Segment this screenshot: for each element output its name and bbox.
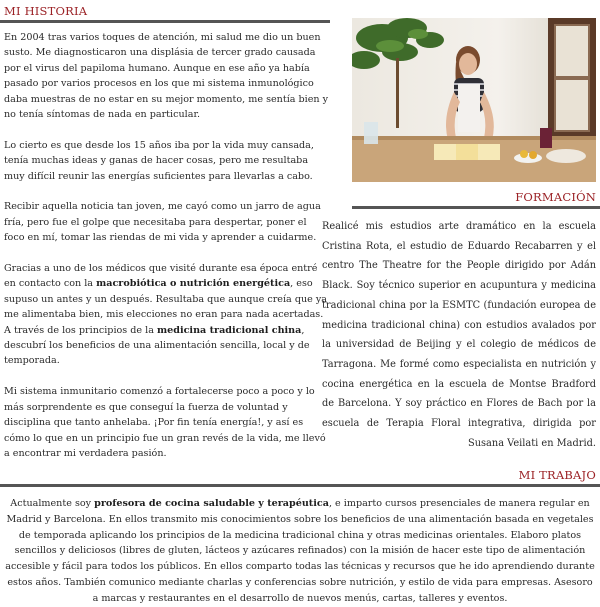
historia-rule	[0, 20, 330, 23]
historia-paragraph-5: Mi sistema inmunitario comenzó a fortalecerse poco a poco y lo más sorprendente es que conseguí la fuerza de voluntad y disciplina que tanto anhelaba. ¡Por fin tenía energía!, y así es cómo lo que en un principio fue un gran revés de la vida, me llevó a encontrar mi verdadera pasión.	[4, 386, 326, 459]
medicina-china-highlight: medicina tradicional china	[156, 324, 302, 336]
historia-body	[4, 30, 330, 477]
trabajo-rule	[0, 484, 600, 487]
historia-p4-text-a: Gracias a uno de los médicos que visité durante esa época entré en contacto con la	[4, 263, 318, 290]
historia-p4-text-c: , eso supuso un antes y un después. Resultaba que aunque creía que ya me alimentaba bien, mis elecciones no eran para nada acertadas. A través de los principios de la	[4, 278, 328, 336]
historia-paragraph-2: Lo cierto es que desde los 15 años iba por la vida muy cansada, tenía muchas ideas y ganas de hacer cosas, pero me resultaba muy difícil reunir las energías suficientes para llevarlas a cabo.	[4, 139, 314, 182]
historia-paragraph-3: Recibir aquella noticia tan joven, me cayó como un jarro de agua fría, pero fue el golpe que necesitaba para despertar, poner el foco en mí, tomar las riendas de mi vida y aprender a cuidarme.	[4, 201, 321, 244]
formacion-rule	[352, 206, 600, 209]
historia-p4-text-d: , descubrí los beneficios de una alimentación sencilla, local y de temporada.	[4, 324, 310, 367]
kitchen-photo	[352, 18, 596, 182]
kitchen-photo-illustration	[352, 18, 596, 182]
historia-heading: MI HISTORIA	[4, 4, 88, 18]
trabajo-text-c: , e imparto cursos presenciales de manera regular en Madrid y Barcelona. En ellos transmito mis conocimientos sobre los beneficios de una alimentación basada en vegetales de temporada aplicando los principios de la medicina tradicional china y otras medicinas orientales. Elaboro platos sencillos y deliciosos (libres de gluten, lácteos y azúcares refinados) con la misión de hacer este tipo de alimentación accesible y fácil para todos los públicos. En ellos comparto todas las técnicas y recursos que he ido aprendiendo durante estos años. También comunico mediante charlas y conferencias sobre nutrición, y estilo de vida para empresas. Asesoro a marcas y restaurantes en el desarrollo de nuevos menús, cartas, talleres y eventos.	[5, 498, 595, 604]
historia-paragraph-1: En 2004 tras varios toques de atención, mi salud me dio un buen susto. Me diagnosticaron una displásia de tercer grado causada por el virus del papiloma humano. Aunque en ese año ya había pasado por varios procesos en los que mi sistema inmunológico daba muestras de no estar en su mejor momento, me sentía bien y no tenía síntomas de nada en particular.	[4, 32, 329, 121]
historia-paragraph-4	[4, 261, 330, 369]
macrobiotica-highlight: macrobiótica o nutrición energética	[96, 278, 291, 290]
profesora-highlight: profesora de cocina saludable y terapéutica	[94, 498, 329, 509]
trabajo-text-a: Actualmente soy	[10, 498, 95, 509]
formacion-text: Realicé mis estudios arte dramático en la escuela Cristina Rota, el estudio de Eduardo Recabarren y el centro The Theatre for the People dirigido por Adán Black. Soy técnico superior en acupuntura y medicina tradicional china por la ESMTC (fundación europea de medicina tradicional china) con estudios avalados por la universidad de Beijing y el colegio de médicos de Tarragona. Me formé como especialista en nutrición y cocina energética en la escuela de Montse Bradford de Barcelona. Y soy práctico en Flores de Bach por la escuela de Terapia Floral integrativa, dirigida por Susana Veilati en Madrid.	[322, 221, 596, 449]
trabajo-text	[4, 496, 596, 607]
formacion-heading: FORMACIÓN	[515, 190, 596, 204]
trabajo-heading: MI TRABAJO	[518, 468, 596, 482]
